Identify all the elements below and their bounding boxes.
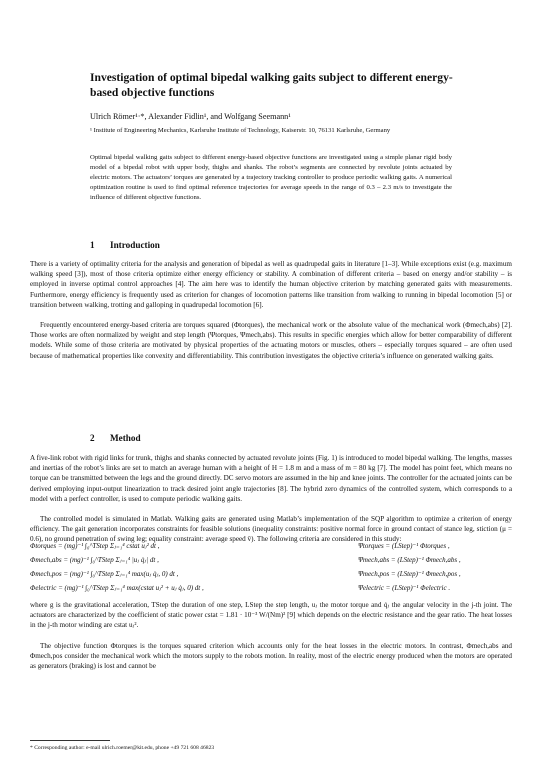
- method-paragraph-4: The objective function Φtorques is the torques squared criterion which accounts only for the heat losses in the electric motors. In contrast, Φmech,abs and Φmech,pos consider the mechanical work which the motors supply to the robots motion. In reality, most of the electric energy produced when the motors are operated as generators (braking) is lost and cannot be: [30, 642, 512, 671]
- footnote: * Corresponding author: e-mail ulrich.roemer@kit.edu, phone +49 721 608 46823: [30, 745, 215, 751]
- section-number: 2: [90, 433, 95, 443]
- author-list: Ulrich Römer¹·*, Alexander Fidlin¹, and Wolfgang Seemann¹: [90, 112, 291, 121]
- equation-phi-electric: Φelectric = (mg)⁻¹ ∫₀^TStep Σⱼ₌₁⁴ max(cstat uⱼ² + uⱼ q̇ⱼ, 0) dt ,: [30, 584, 204, 592]
- equation-phi-mech-pos: Φmech,pos = (mg)⁻¹ ∫₀^TStep Σⱼ₌₁⁴ max(uⱼ q̇ⱼ, 0) dt ,: [30, 570, 179, 578]
- affiliation: ¹ Institute of Engineering Mechanics, Karlsruhe Institute of Technology, Kaiserstr. 10, 76131 Karlsruhe, Germany: [90, 127, 391, 134]
- equation-phi-mech-abs: Φmech,abs = (mg)⁻¹ ∫₀^TStep Σⱼ₌₁⁴ |uⱼ q̇ⱼ| dt ,: [30, 556, 159, 564]
- equation-psi-mech-abs: Ψmech,abs = (LStep)⁻¹ Φmech,abs ,: [358, 556, 461, 564]
- equations-psi: [358, 539, 518, 595]
- equation-psi-electric: Ψelectric = (LStep)⁻¹ Φelectric .: [358, 584, 451, 592]
- section-number: 1: [90, 240, 95, 250]
- method-paragraph-2: The controlled model is simulated in Matlab. Walking gaits are generated using Matlab’s implementation of the SQP algorithm to optimize a criterion of energy efficiency. The gait generation incorporates constraints for feasible solutions (inequality constraints: positive normal force in ground contact of stance leg, stiction (μ = 0.6), no ground penetration of swing leg; equality constraint: average speed v̄). The following criteria are considered in this study:: [30, 515, 512, 544]
- footnote-rule: [30, 740, 110, 741]
- paper-title: Investigation of optimal bipedal walking gaits subject to different energy-based objective functions: [90, 71, 453, 99]
- equation-phi-torques: Φtorques = (mg)⁻¹ ∫₀^TStep Σⱼ₌₁⁴ cstat uⱼ² dt ,: [30, 542, 160, 550]
- section-heading-method: [90, 433, 141, 443]
- method-paragraph-3: where g is the gravitational acceleration, TStep the duration of one step, LStep the step length, uⱼ the motor torque and q̇ⱼ the angular velocity in the j-th joint. The actuators are characterized by the coefficient of static power cstat = 1.81 · 10⁻³ W/(Nm)² [9] which depends on the electric resistance and the gear ratio. The heat losses in the j-th motor winding are cstat uⱼ².: [30, 601, 512, 630]
- section-title: Method: [110, 433, 141, 443]
- equations-phi: [30, 539, 330, 595]
- section-title: Introduction: [110, 240, 160, 250]
- intro-paragraph-1: There is a variety of optimality criteria for the analysis and generation of bipedal as well as quadrupedal gaits in literature [1–3]. While exceptions exist (e.g. maximum walking speed [3]), most of those criteria optimize either energy efficiency or stability. A combination of different criteria – based on energy and/or stability – is employed in inverse optimal control approaches [4]. The aim here was to identify the human objective criterion by matching generated gaits with measurements. Furthermore, energy efficiency is frequently used as criterion for changes of locomotion patterns like transition from walking to running in bipedal locomotion [5] or transition between walking, trotting and galloping in quadrupedal locomotion [6].: [30, 260, 512, 309]
- equation-psi-torques: Ψtorques = (LStep)⁻¹ Φtorques ,: [358, 542, 450, 550]
- abstract: Optimal bipedal walking gaits subject to different energy-based objective functions are investigated using a simple planar rigid body model of a bipedal robot with upper body, thighs and shanks. The robot’s segments are connected by revolute joints actuated by electric motors. The actuators’ torques are generated by a trajectory tracking controller to produce periodic walking gaits. A numerical optimization routine is used to find optimal reference trajectories for average speeds in the range of 0.3 – 2.3 m/s to investigate the influence of different objective functions.: [90, 154, 452, 201]
- method-paragraph-1: A five-link robot with rigid links for trunk, thighs and shanks connected by actuated revolute joints (Fig. 1) is introduced to model bipedal walking. The lengths, masses and inertias of the robot’s links are set to match an average human with a height of H = 1.8 m and a mass of m = 80 kg [7]. The model has point feet, which means no torque can be transmitted between the legs and the ground directly. DC servo motors are assumed in the hip and knee joints. The controller for the actuated joints can be derived employing input-output linearization to track desired joint angle trajectories [8]. The hybrid zero dynamics of the controlled system, which corresponds to a model with a perfect controller, is used to compute periodic walking gaits.: [30, 454, 512, 503]
- intro-paragraph-2: Frequently encountered energy-based criteria are torques squared (Φtorques), the mechanical work or the absolute value of the mechanical work (Φmech,abs) [2]. Those works are often normalized by weight and step length (Ψtorques, Ψmech,abs). This results in specific energies which allow for better comparability of different models. While some of those criteria are motivated by physical properties of the actuating motors or muscles, others – especially torques squared – are often used because of mathematical properties like convexity and differentiability. This contribution investigates the objective criteria’s influence on generated walking gaits.: [30, 321, 512, 360]
- section-heading-introduction: [90, 240, 160, 250]
- equation-psi-mech-pos: Ψmech,pos = (LStep)⁻¹ Φmech,pos ,: [358, 570, 461, 578]
